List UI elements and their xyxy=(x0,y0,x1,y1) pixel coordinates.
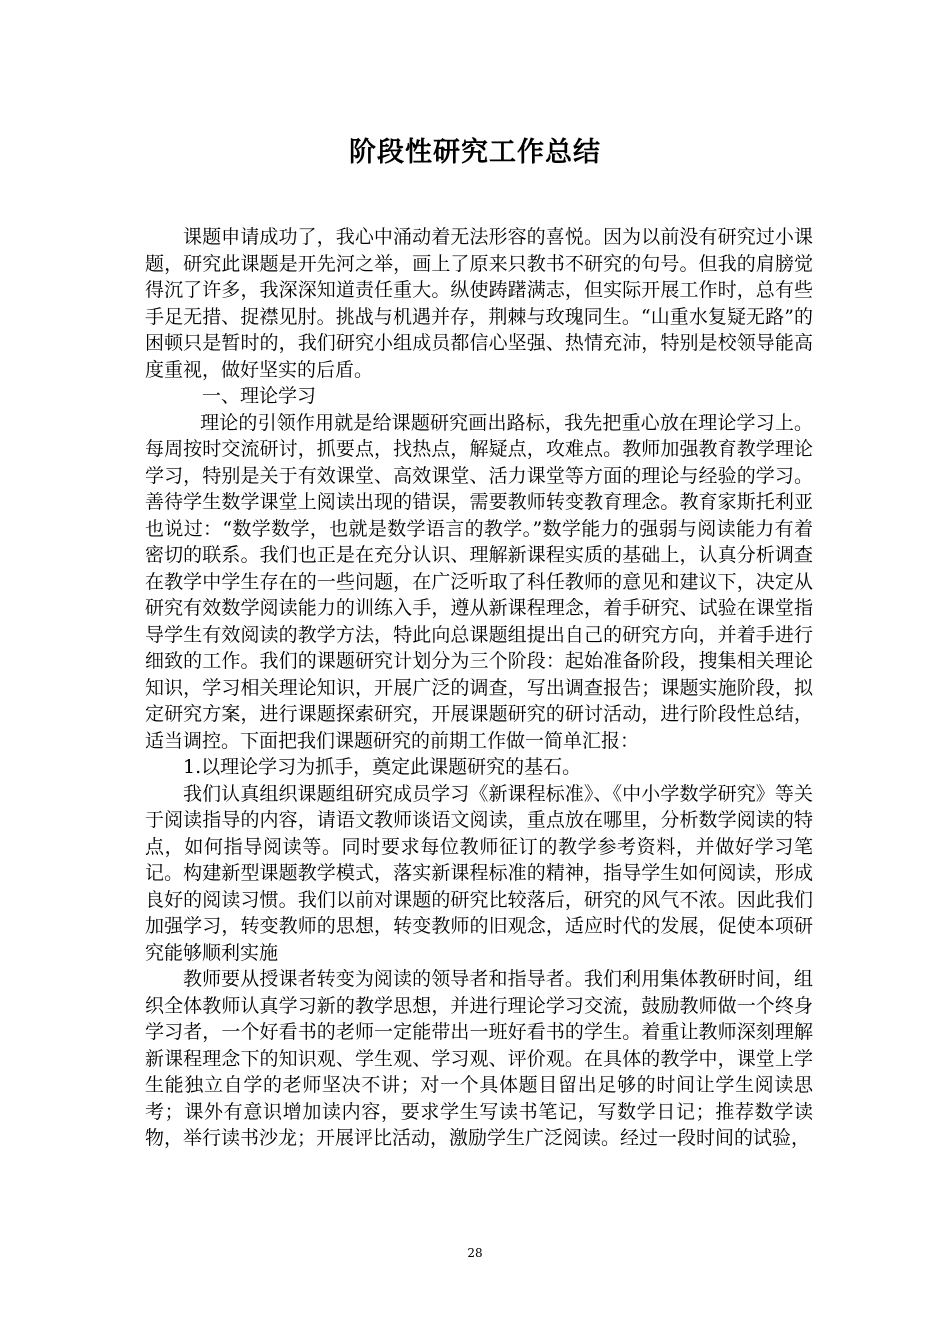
section-heading: 一、理论学习 xyxy=(202,385,317,407)
document-title: 阶段性研究工作总结 xyxy=(349,137,601,168)
paragraph-intro: 课题申请成功了，我心中涌动着无法形容的喜悦。因为以前没有研究过小课题，研究此课题是开先河之举，画上了原来只教书不研究的句号。但我的肩膀觉得沉了许多，我深深知道责任重大。纵使踌躇满志，但实际开展工作时，总有些手足无措、捉襟见肘。挑战与机遇并存，荆棘与玫瑰同生。“山重水复疑无路”的困顿只是暂时的，我们研究小组成员都信心坚强、热情充沛，特别是校领导能高度重视，做好坚实的后盾。 xyxy=(145,226,813,381)
paragraph-teacher-role: 教师要从授课者转变为阅读的领导者和指导者。我们利用集体教研时间，组织全体教师认真学习新的教学思想，并进行理论学习交流，鼓励教师做一个终身学习者，一个好看书的老师一定能带出一班好看书的学生。着重让教师深刻理解新课程理念下的知识观、学生观、学习观、评价观。在具体的教学中，课堂上学生能独立自学的老师坚决不讲；对一个具体题目留出足够的时间让学生阅读思考；课外有意识增加读内容，要求学生写读书笔记，写数学日记；推荐数学读物，举行读书沙龙；开展评比活动，激励学生广泛阅读。经过一段时间的试验， xyxy=(145,968,813,1149)
subsection-heading: 1.以理论学习为抓手，奠定此课题研究的基石。 xyxy=(183,756,582,778)
document-body xyxy=(145,224,813,1152)
paragraph-study: 我们认真组织课题组研究成员学习《新课程标准》、《中小学数学研究》等关于阅读指导的内容，请语文教师谈语文阅读，重点放在哪里，分析数学阅读的特点，如何指导阅读等。同时要求每位教师征订的教学参考资料，并做好学习笔记。构建新型课题教学模式，落实新课程标准的精神，指导学生如何阅读，形成良好的阅读习惯。我们以前对课题的研究比较落后，研究的风气不浓。因此我们加强学习，转变教师的思想，转变教师的旧观念，适应时代的发展，促使本项研究能够顺利实施 xyxy=(145,782,813,964)
paragraph-theory: 理论的引领作用就是给课题研究画出路标，我先把重心放在理论学习上。每周按时交流研讨，抓要点，找热点，解疑点，攻难点。教师加强教育教学理论学习，特别是关于有效课堂、高效课堂、活力课堂等方面的理论与经验的学习。善待学生数学课堂上阅读出现的错误，需要教师转变教育理念。教育家斯托利亚也说过：“数学数学，也就是数学语言的教学。”数学能力的强弱与阅读能力有着密切的联系。我们也正是在充分认识、理解新课程实质的基础上，认真分析调查在教学中学生存在的一些问题，在广泛听取了科任教师的意见和建议下，决定从研究有效数学阅读能力的训练入手，遵从新课程理念，着手研究、试验在课堂指导学生有效阅读的教学方法，特此向总课题组提出自己的研究方向，并着手进行细致的工作。我们的课题研究计划分为三个阶段：起始准备阶段，搜集相关理论知识，学习相关理论知识，开展广泛的调查，写出调查报告；课题实施阶段，拟定研究方案，进行课题探索研究，开展课题研究的研讨活动，进行阶段性总结，适当调控。下面把我们课题研究的前期工作做一简单汇报： xyxy=(145,411,813,752)
page-number: 28 xyxy=(467,1246,483,1260)
